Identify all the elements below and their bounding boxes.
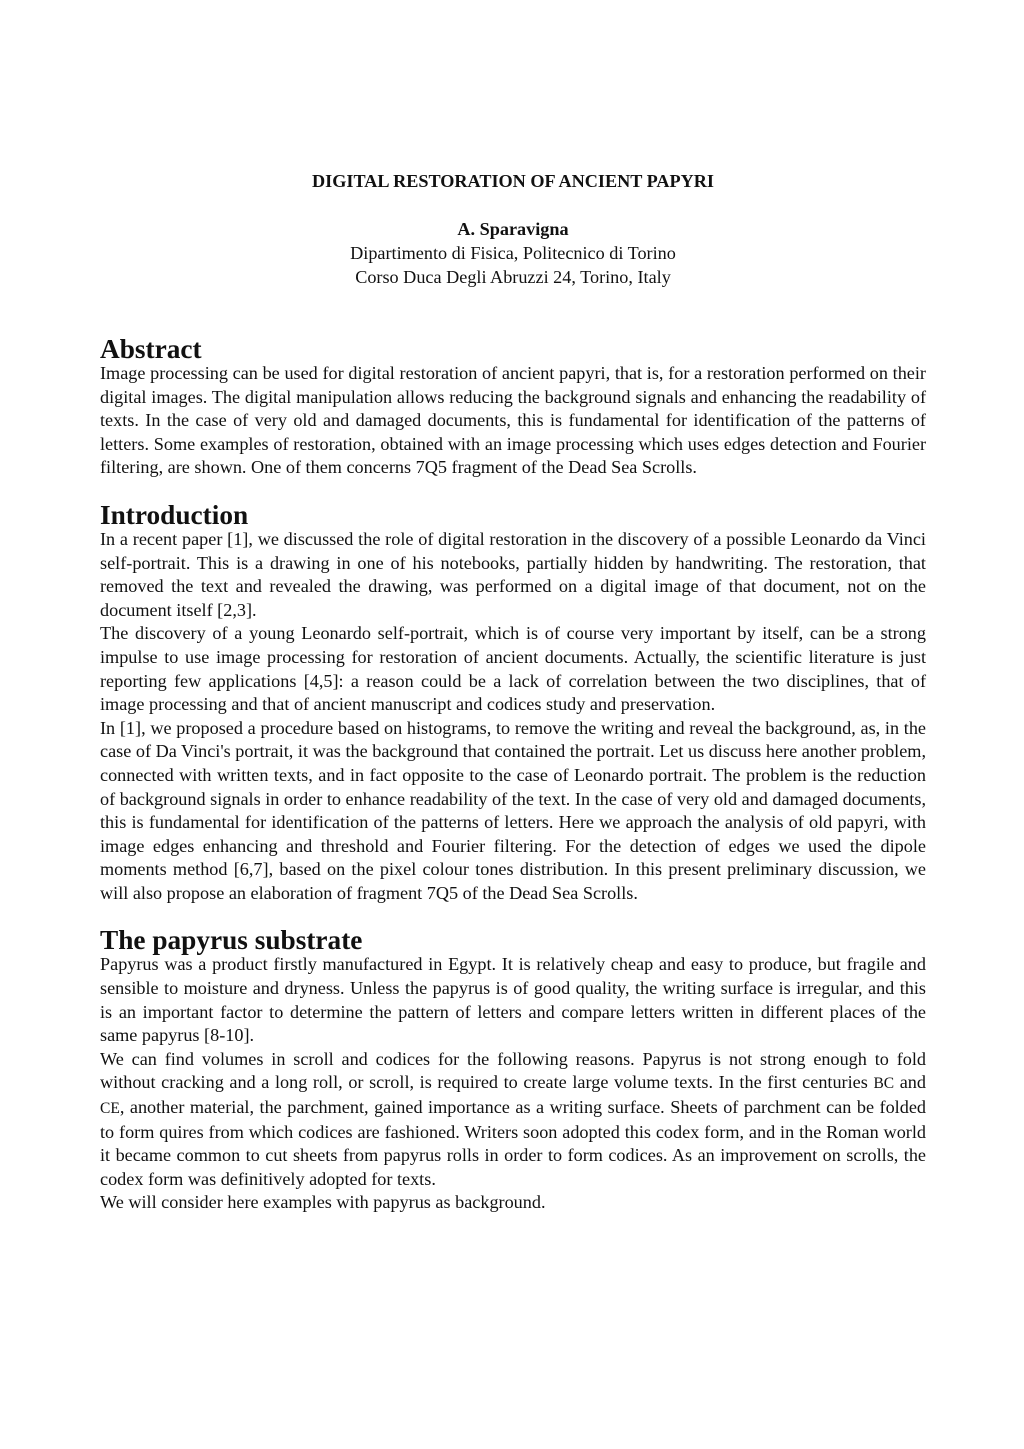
- papyrus-section: [100, 925, 926, 1215]
- papyrus-paragraph-2-part-a: We can find volumes in scroll and codices for the following reasons. Papyrus is not strong enough to fold without cracking and a long roll, or scroll, is required to create large volume texts. In the first centuries: [100, 1048, 926, 1093]
- abstract-text: Image processing can be used for digital restoration of ancient papyri, that is, for a restoration performed on their digital images. The digital manipulation allows reducing the background signals and enhancing the readability of texts. In the case of very old and damaged documents, this is fundamental for identification of the patterns of letters. Some examples of restoration, obtained with an image processing which uses edges detection and Fourier filtering, are shown. One of them concerns 7Q5 fragment of the Dead Sea Scrolls.: [100, 363, 926, 478]
- papyrus-heading: The papyrus substrate: [100, 925, 363, 956]
- introduction-section: [100, 499, 926, 906]
- papyrus-paragraph-2: [100, 1048, 926, 1192]
- introduction-paragraph-3: In [1], we proposed a procedure based on histograms, to remove the writing and reveal the background, as, in the case of Da Vinci's portrait, it was the background that contained the portrait. Let us discuss here another problem, connected with written texts, and in fact opposite to the case of Leonardo portrait. The problem is the reduction of background signals in order to enhance readability of the text. In the case of very old and damaged documents, this is fundamental for identification of the patterns of letters. Here we approach the analysis of old papyri, with image edges enhancing and threshold and Fourier filtering. For the detection of edges we used the dipole moments method [6,7], based on the pixel colour tones distribution. In this present preliminary discussion, we will also propose an elaboration of fragment 7Q5 of the Dead Sea Scrolls.: [100, 717, 926, 903]
- abstract-heading: Abstract: [100, 334, 202, 364]
- era-bc: BC: [873, 1075, 895, 1093]
- introduction-paragraph-2: The discovery of a young Leonardo self-portrait, which is of course very important by itself, can be a strong impulse to use image processing for restoration of ancient documents. Actually, the scientific literature is just reporting few applications [4,5]: a reason could be a lack of correlation between the two disciplines, that of image processing and that of ancient manuscript and codices study and preservation.: [100, 623, 926, 715]
- papyrus-paragraph-1: Papyrus was a product firstly manufactured in Egypt. It is relatively cheap and easy to produce, but fragile and sensible to moisture and dryness. Unless the papyrus is of good quality, the writing surface is irregular, and this is an important factor to determine the pattern of letters and compare letters written in different places of the same papyrus [8-10].: [100, 954, 926, 1046]
- papyrus-paragraph-3: We will consider here examples with papyrus as background.: [100, 1192, 546, 1213]
- abstract-section: [100, 334, 926, 480]
- papyrus-paragraph-2-part-b: , another material, the parchment, gained importance as a writing surface. Sheets of parchment can be folded to form quires from which codices are fashioned. Writers soon adopted this codex form, and in the Roman world it became common to cut sheets from papyrus rolls in order to form codices. As an improvement on scrolls, the codex form was definitively adopted for texts.: [100, 1097, 926, 1189]
- affiliation-line-1: Dipartimento di Fisica, Politecnico di Torino: [350, 243, 676, 263]
- paper-title: DIGITAL RESTORATION OF ANCIENT PAPYRI: [312, 171, 714, 191]
- paper-page: [100, 170, 926, 1215]
- introduction-paragraph-1: In a recent paper [1], we discussed the role of digital restoration in the discovery of a possible Leonardo da Vinci self-portrait. This is a drawing in one of his notebooks, partially hidden by handwriting. The restoration, that removed the text and revealed the drawing, was performed on a digital image of that document, not on the document itself [2,3].: [100, 528, 926, 620]
- author-name: A. Sparavigna: [457, 219, 569, 239]
- affiliation-line-2: Corso Duca Degli Abruzzi 24, Torino, Italy: [355, 267, 671, 287]
- introduction-heading: Introduction: [100, 499, 249, 530]
- papyrus-paragraph-2-and: and: [894, 1072, 926, 1093]
- era-ce: CE: [100, 1100, 120, 1118]
